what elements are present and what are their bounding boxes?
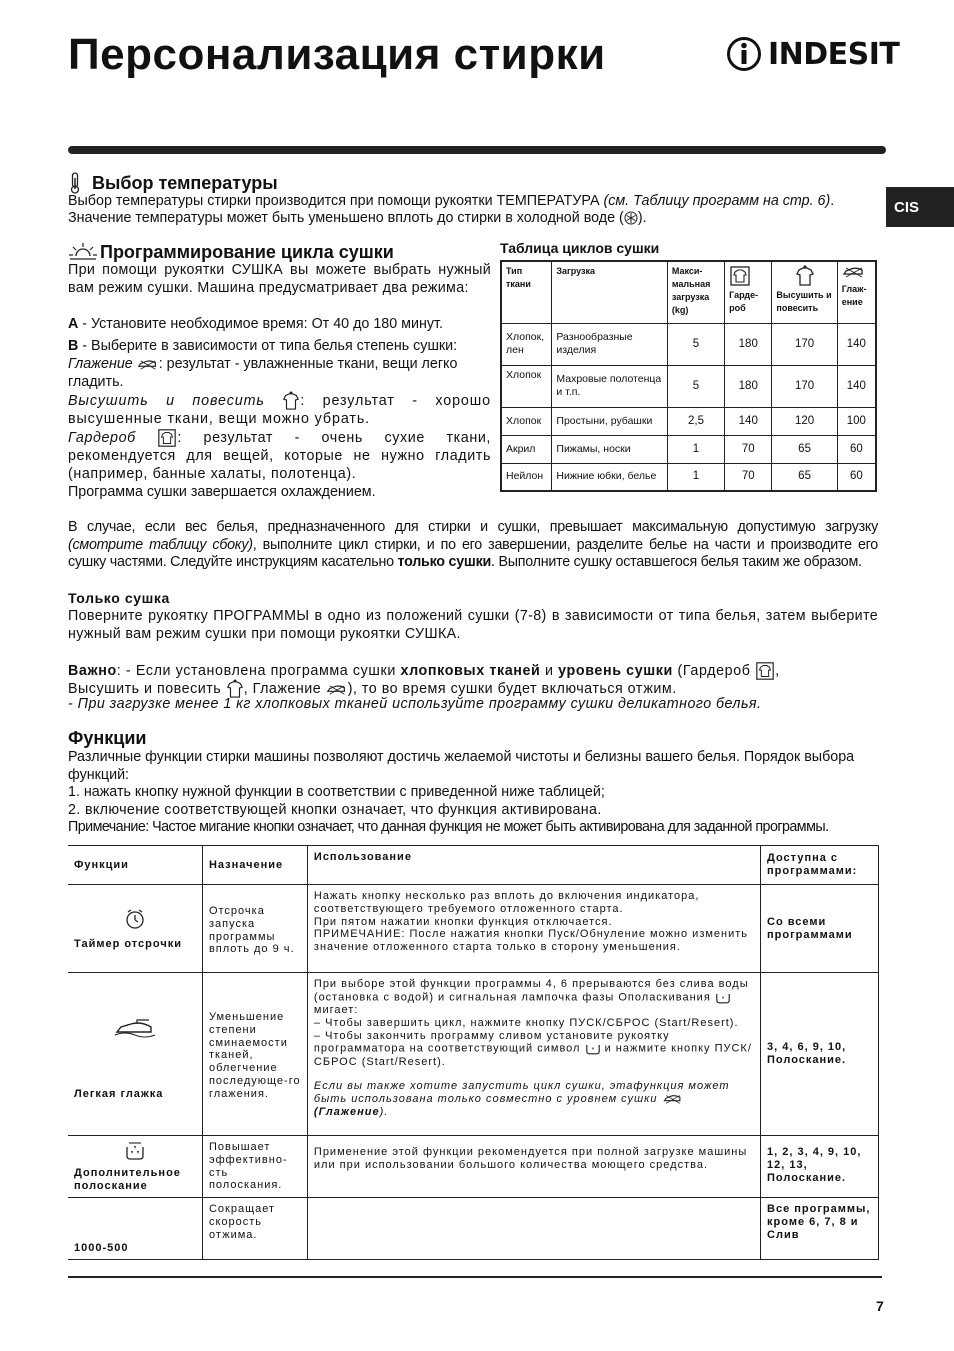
- mode-b-label: В: [68, 338, 79, 354]
- drying-intro: При помощи рукоятки СУШКА вы можете выбрать нужный вам режим сушки. Машина предусматривает два режима:: [68, 262, 491, 296]
- hang-level-text: : результат - хорошо высушенные ткани, вещи можно убрать.: [68, 392, 491, 427]
- cell-load: Пижамы, носки: [552, 435, 668, 463]
- indesit-i-logo-icon: [726, 36, 762, 72]
- drying-end-note: Программа сушки завершается охлаждением.: [68, 484, 376, 500]
- cell-fabric: Хлопок, лен: [501, 323, 552, 365]
- usage-note: [314, 1080, 754, 1118]
- iron-level-label: Глажение: [68, 356, 133, 372]
- important-line-1: [68, 661, 780, 681]
- col-header-iron-label: Глаж-ение: [841, 284, 867, 307]
- table-row: [68, 973, 879, 1136]
- temperature-text-close: ).: [637, 210, 647, 226]
- usage-text-e: и нажмите кнопку ПУСК/СБРОС (Start/Resert).: [313, 1042, 752, 1068]
- availability-cell: Все программы, кроме 6, 7, 8 и Слив: [761, 1198, 879, 1260]
- cell-iron: 140: [837, 365, 876, 407]
- important-text-hang: Высушить и повесить: [68, 680, 226, 697]
- footer-rule: [68, 1276, 882, 1278]
- col-header-function: Функции: [68, 846, 202, 885]
- functions-header-row: [68, 846, 879, 885]
- cell-iron: 60: [837, 435, 876, 463]
- function-cell: [68, 885, 202, 973]
- cell-iron: 140: [837, 323, 876, 365]
- cell-load: Разнообразные изделия: [552, 323, 668, 365]
- cell-max-load: 5: [667, 365, 724, 407]
- usage-cell: [307, 1198, 760, 1260]
- col-header-iron: [837, 261, 876, 323]
- usage-text-h: ).: [379, 1105, 389, 1118]
- hang-col-icon: [795, 265, 815, 287]
- dry-table-caption: Таблица циклов сушки: [500, 240, 660, 256]
- temperature-text-cold: Значение температуры может быть уменьшено вплоть до стирки в холодной воде (: [68, 210, 624, 226]
- functions-step-2: 2. включение соответствующей кнопки означает, что функция активирована.: [68, 802, 602, 818]
- hang-level-label: Высушить и повесить: [68, 392, 265, 409]
- table-row: [68, 1136, 879, 1198]
- col-header-fabric: Тип ткани: [501, 261, 552, 323]
- cell-max-load: 1: [667, 435, 724, 463]
- availability-cell: 3, 4, 6, 9, 10, Полоскание.: [761, 973, 879, 1136]
- cell-max-load: 1: [667, 463, 724, 491]
- mode-a-text: - Установите необходимое время: От 40 до 180 минут.: [78, 316, 443, 332]
- purpose-cell: Повышает эффективно-сть полоскания.: [202, 1136, 307, 1198]
- important-text-wardrobe: (Гардероб: [672, 662, 756, 679]
- drying-section-heading: [68, 241, 394, 263]
- table-row: [501, 365, 876, 407]
- header-rule: [68, 146, 886, 154]
- wardrobe-level-text: : результат - очень сухие ткани, рекомендуется для вещей, которые не нужно гладить (например, банные халаты, полотенца).: [68, 429, 492, 482]
- important-text-a: : - Если установлена программа сушки: [116, 662, 401, 679]
- cell-wardrobe: 180: [725, 323, 772, 365]
- temperature-text-c: .: [830, 193, 835, 209]
- thermometer-icon: [68, 172, 82, 194]
- cell-wardrobe: 70: [725, 463, 772, 491]
- dry-cycles-table: [500, 260, 877, 492]
- col-header-wardrobe-label: Гарде-роб: [729, 290, 759, 313]
- functions-heading: Функции: [68, 728, 147, 748]
- function-cell: [68, 1136, 202, 1198]
- drying-mode-a: [68, 316, 443, 334]
- function-name: 1000-500: [68, 1198, 202, 1260]
- overload-text-e: . Выполните сушку оставшегося белья таким же образом.: [491, 554, 862, 570]
- rinse-basin-icon: [715, 991, 731, 1004]
- col-header-load: Загрузка: [552, 261, 668, 323]
- brand-name: INDESIT: [768, 36, 900, 72]
- col-header-purpose: Назначение: [202, 846, 307, 885]
- iron-icon: [326, 683, 348, 696]
- mode-a-label: А: [68, 316, 79, 332]
- usage-text-d: – Чтобы закончить программу сливом установите рукоятку программатора на соответствующий символ: [313, 1029, 670, 1055]
- cell-load: Простыни, рубашки: [552, 407, 668, 435]
- cell-wardrobe: 70: [725, 435, 772, 463]
- usage-text-b: мигает:: [313, 1004, 359, 1016]
- cell-wardrobe: 180: [725, 365, 772, 407]
- important-text-iron: , Глажение: [243, 680, 326, 697]
- cell-fabric: Нейлон: [501, 463, 552, 491]
- cell-iron: 100: [837, 407, 876, 435]
- table-row: [501, 323, 876, 365]
- page-number: 7: [876, 1298, 884, 1314]
- function-name: Таймер отсрочки: [74, 937, 182, 950]
- drying-heading: Программирование цикла сушки: [100, 241, 394, 262]
- cell-hang: 65: [772, 435, 837, 463]
- overload-text-a: В случае, если вес белья, предназначенного для стирки и сушки, превышает максимальную допустимую загрузку: [68, 519, 878, 535]
- table-row: [68, 1198, 879, 1260]
- mode-b-text: - Выберите в зависимости от типа белья степень сушки:: [78, 338, 458, 354]
- col-header-usage: Использование: [307, 846, 760, 885]
- function-name: Дополнительное полоскание: [74, 1166, 181, 1192]
- col-header-wardrobe: [725, 261, 772, 323]
- wardrobe-icon: [755, 661, 775, 681]
- iron-col-icon: [842, 265, 866, 279]
- drain-icon: [585, 1042, 601, 1055]
- overload-text-ref: (смотрите таблицу сбоку): [68, 536, 253, 553]
- usage-cell: Нажать кнопку несколько раз вплоть до включения индикатора, соответствующего требуемого отложенного старта. При пятом нажатии кнопки функция отключается. ПРИМЕЧАНИЕ: После нажатия кнопки Пуск/Обнуление можно изменить значение отложенного старта только в сторону уменьшения.: [307, 885, 760, 973]
- cell-fabric: Акрил: [501, 435, 552, 463]
- important-text-and: и: [540, 662, 559, 679]
- snowflake-icon: [624, 211, 638, 225]
- cell-hang: 170: [772, 323, 837, 365]
- function-cell: [68, 973, 202, 1136]
- wardrobe-level-description: [68, 428, 491, 483]
- cell-hang: 120: [772, 407, 837, 435]
- important-label: Важно: [68, 662, 117, 679]
- col-header-max-load: Макси-мальная загрузка (kg): [667, 261, 724, 323]
- wardrobe-dry-icon: [157, 428, 177, 448]
- iron-level-description: [68, 356, 491, 391]
- page-title: Персонализация стирки: [68, 30, 606, 79]
- overload-paragraph: [68, 519, 878, 572]
- col-header-hang: [772, 261, 837, 323]
- important-text-level: уровень сушки: [558, 662, 673, 679]
- table-row: [501, 407, 876, 435]
- cell-load: Нижние юбки, белье: [552, 463, 668, 491]
- usage-text-c: – Чтобы завершить цикл, нажмите кнопку ПУСК/СБРОС (Start/Resert).: [313, 1016, 739, 1029]
- functions-note: Примечание: Частое мигание кнопки означает, что данная функция не может быть активирована для заданной программы.: [68, 819, 829, 835]
- cell-wardrobe: 140: [725, 407, 772, 435]
- brand-logo: [726, 34, 899, 74]
- important-text-comma: ,: [775, 662, 780, 679]
- drying-sun-icon: [68, 241, 98, 263]
- availability-cell: Со всеми программами: [761, 885, 879, 973]
- temperature-line-1: [68, 193, 834, 211]
- cell-load: Махровые полотенца и т.п.: [552, 365, 668, 407]
- temperature-text-ref: (см. Таблицу программ на стр. 6): [603, 193, 831, 209]
- usage-text-a: При выборе этой функции программы 4, 6 прерываются без слива воды (остановка с водой) и сигнальная лампочка фазы Ополаскивания: [313, 978, 749, 1004]
- overload-text-c: , выполните цикл стирки, и по его завершении, разделите белье на части и производите его сушку частями. Следуйте инструкциям касательно: [68, 536, 878, 570]
- col-header-availability: Доступна с программами:: [761, 846, 879, 885]
- iron-dry-icon: [137, 358, 159, 371]
- hang-level-description: [68, 391, 491, 429]
- table-row: [501, 463, 876, 491]
- table-row: [68, 885, 879, 973]
- usage-text-g: (Глажение: [313, 1105, 380, 1118]
- language-tab: CIS: [886, 187, 954, 227]
- usage-cell: [307, 973, 760, 1136]
- availability-cell: 1, 2, 3, 4, 9, 10, 12, 13, Полоскание.: [761, 1136, 879, 1198]
- timer-icon: [124, 908, 146, 930]
- extra-rinse-icon: [125, 1141, 145, 1161]
- easy-iron-icon: [113, 1016, 157, 1038]
- important-note: - При загрузке менее 1 кг хлопковых тканей используйте программу сушки деликатного белья.: [68, 696, 762, 712]
- iron-level-text: : результат - увлажненные ткани, вещи легко гладить.: [68, 356, 458, 390]
- purpose-cell: Отсрочка запуска программы вплоть до 9 ч.: [202, 885, 307, 973]
- functions-intro: Различные функции стирки машины позволяют достичь желаемой чистоты и белизны вашего белья. Порядок выбора функций:: [68, 749, 855, 783]
- wardrobe-col-icon: [729, 265, 751, 287]
- usage-cell: Применение этой функции рекомендуется при полной загрузке машины или при использовании большого количества моющего средства.: [307, 1136, 760, 1198]
- function-name: Легкая глажка: [74, 1087, 164, 1100]
- important-text-cotton: хлопковых тканей: [400, 662, 541, 679]
- hang-dry-icon: [282, 391, 300, 411]
- dry-only-heading: Только сушка: [68, 590, 170, 606]
- temperature-section-heading: [68, 172, 278, 194]
- cell-fabric: Хлопок: [501, 365, 552, 407]
- iron-level-icon: [662, 1093, 684, 1105]
- cell-hang: 170: [772, 365, 837, 407]
- important-text-end: ), то во время сушки будет включаться отжим.: [347, 680, 677, 697]
- cell-hang: 65: [772, 463, 837, 491]
- functions-step-1: 1. нажать кнопку нужной функции в соответствии с приведенной ниже таблицей;: [68, 784, 605, 800]
- temperature-line-2: [68, 210, 647, 228]
- temperature-text-a: Выбор температуры стирки производится при помощи рукоятки ТЕМПЕРАТУРА: [68, 193, 604, 209]
- dry-only-text: Поверните рукоятку ПРОГРАММЫ в одно из положений сушки (7-8) в зависимости от типа белья, затем выберите нужный вам режим сушки при помощи рукоятки СУШКА.: [68, 608, 878, 642]
- table-row: [501, 435, 876, 463]
- functions-table: [68, 845, 879, 1260]
- wardrobe-level-label: Гардероб: [68, 429, 136, 446]
- cell-fabric: Хлопок: [501, 407, 552, 435]
- temperature-heading: Выбор температуры: [92, 172, 278, 193]
- col-header-hang-label: Высушить и повесить: [776, 290, 832, 313]
- cell-max-load: 5: [667, 323, 724, 365]
- overload-text-dry-only: только сушки: [397, 554, 492, 570]
- purpose-cell: Сокращает скорость отжима.: [202, 1198, 307, 1260]
- cell-max-load: 2,5: [667, 407, 724, 435]
- usage-text-f: Если вы также хотите запустить цикл сушки, этафункция может быть использована только совместно с уровнем сушки: [313, 1080, 730, 1106]
- cell-iron: 60: [837, 463, 876, 491]
- dry-table-header-row: [501, 261, 876, 323]
- purpose-cell: Уменьшение степени сминаемости тканей, облегчение последующе-го глажения.: [202, 973, 307, 1136]
- drying-mode-b: [68, 338, 457, 356]
